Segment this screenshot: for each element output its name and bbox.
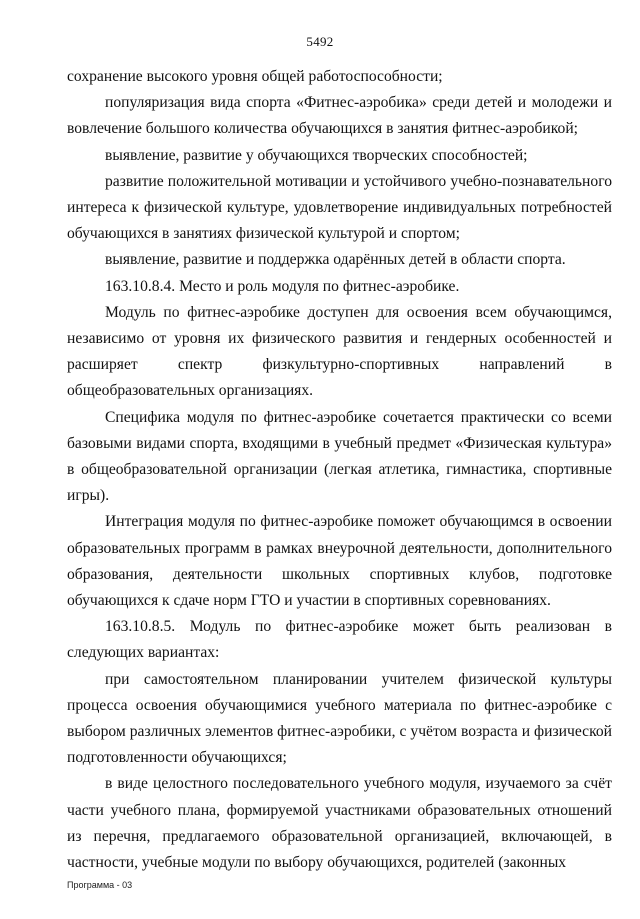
paragraph-4: развитие положительной мотивации и устойчивого учебно-познавательного интереса к физической культуре, удовлетворение индивидуальных потребностей обучающихся в занятиях физической культурой и спортом;: [67, 172, 612, 243]
paragraph-5: выявление, развитие и поддержка одарённых детей в области спорта.: [105, 251, 566, 269]
paragraph-2: популяризация вида спорта «Фитнес-аэробика» среди детей и молодежи и вовлечение большого количества обучающихся в занятия фитнес-аэробикой;: [67, 94, 612, 138]
section-heading-163-10-8-5: 163.10.8.5. Модуль по фитнес-аэробике может быть реализован в следующих вариантах:: [67, 618, 612, 662]
paragraph-9: Интеграция модуля по фитнес-аэробике поможет обучающимся в освоении образовательных программ в рамках внеурочной деятельности, дополнительного образования, деятельности школьных спортивных клубов, подготовке обучающихся к сдаче норм ГТО и участии в спортивных соревнованиях.: [67, 513, 612, 610]
section-heading-163-10-8-4: 163.10.8.4. Место и роль модуля по фитнес-аэробике.: [105, 277, 460, 295]
paragraph-8: Специфика модуля по фитнес-аэробике сочетается практически со всеми базовыми видами спорта, входящими в учебный предмет «Физическая культура» в общеобразовательной организации (легкая атлетика, гимнастика, спортивные игры).: [67, 408, 612, 505]
footer-label: Программа - 03: [67, 880, 133, 890]
paragraph-11: при самостоятельном планировании учителем физической культуры процесса освоения обучающимися учебного материала по фитнес-аэробике с выбором различных элементов фитнес-аэробики, с учётом возраста и физической подготовленности обучающихся;: [67, 670, 612, 767]
paragraph-12: в виде целостного последовательного учебного модуля, изучаемого за счёт части учебного плана, формируемой участниками образовательных отношений из перечня, предлагаемого образовательной организацией, включающей, в частности, учебные модули по выбору обучающихся, родителей (законных: [67, 775, 612, 872]
paragraph-1: сохранение высокого уровня общей работоспособности;: [67, 68, 443, 85]
page-number: 5492: [306, 34, 334, 49]
paragraph-7: Модуль по фитнес-аэробике доступен для освоения всем обучающимся, независимо от уровня их физического развития и гендерных особенностей и расширяет спектр физкультурно-спортивных направлений в общеобразовательных организациях.: [67, 303, 612, 400]
document-body: [67, 64, 612, 876]
paragraph-3: выявление, развитие у обучающихся творческих способностей;: [105, 146, 528, 164]
